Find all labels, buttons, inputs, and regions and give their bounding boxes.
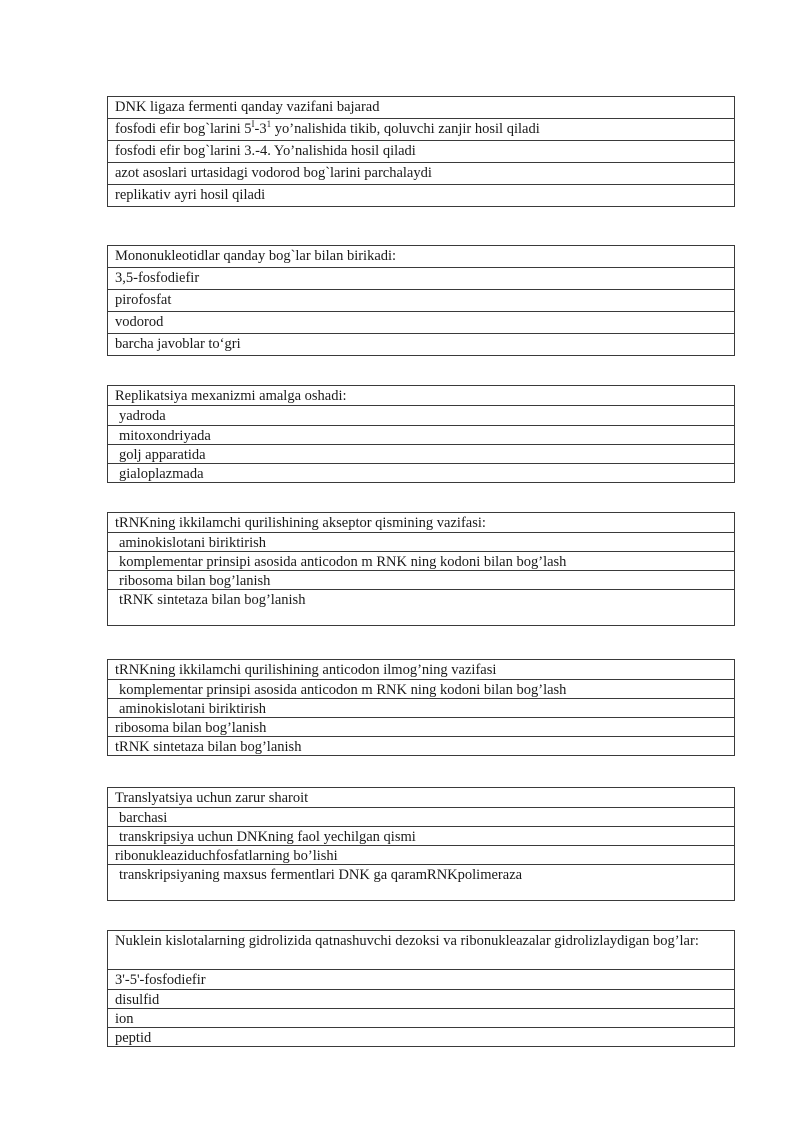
question-table-2 xyxy=(107,245,735,356)
option-text-part: -3 xyxy=(254,121,267,137)
answer-option[interactable]: ribonukleaziduchfosfatlarning bo’lishi xyxy=(108,845,734,864)
answer-option[interactable]: barchasi xyxy=(108,807,734,826)
question-text: tRNKning ikkilamchi qurilishining anticodon ilmog’ning vazifasi xyxy=(115,662,497,678)
answer-option[interactable]: vodorod xyxy=(108,311,734,333)
option-text-part: yo’nalishida tikib, qoluvchi zanjir hosil qiladi xyxy=(271,121,540,137)
superscript: I xyxy=(251,119,255,130)
question-text: Mononukleotidlar qanday bog`lar bilan birikadi: xyxy=(115,248,397,264)
answer-option[interactable]: pirofosfat xyxy=(108,289,734,311)
answer-option[interactable]: transkripsiya uchun DNKning faol yechilgan qismi xyxy=(108,826,734,845)
question-text: DNK ligaza fermenti qanday vazifani bajarad xyxy=(115,99,380,115)
answer-option[interactable] xyxy=(108,118,734,140)
answer-option[interactable]: ribosoma bilan bog’lanish xyxy=(108,717,734,736)
answer-option[interactable]: transkripsiyaning maxsus fermentlari DNK ga qaramRNKpolimeraza xyxy=(108,864,734,900)
question-table-4 xyxy=(107,512,735,626)
answer-option[interactable]: 3'-5'-fosfodiefir xyxy=(108,969,734,989)
answer-option[interactable]: azot asoslari urtasidagi vodorod bog`larini parchalaydi xyxy=(108,162,734,184)
answer-option[interactable]: mitoxondriyada xyxy=(108,425,734,444)
option-text-part: fosfodi efir bog`larini 5 xyxy=(115,121,252,137)
answer-option[interactable]: golj apparatida xyxy=(108,444,734,463)
answer-option[interactable]: tRNK sintetaza bilan bog’lanish xyxy=(108,589,734,625)
answer-option[interactable]: fosfodi efir bog`larini 3.-4. Yo’nalishida hosil qiladi xyxy=(108,140,734,162)
answer-option[interactable]: replikativ ayri hosil qiladi xyxy=(108,184,734,206)
answer-option[interactable]: aminokislotani biriktirish xyxy=(108,532,734,551)
answer-option[interactable]: disulfid xyxy=(108,989,734,1008)
question-text: Translyatsiya uchun zarur sharoit xyxy=(115,790,309,806)
answer-option[interactable]: ion xyxy=(108,1008,734,1027)
answer-option[interactable]: aminokislotani biriktirish xyxy=(108,698,734,717)
answer-option[interactable]: ribosoma bilan bog’lanish xyxy=(108,570,734,589)
answer-option[interactable]: komplementar prinsipi asosida anticodon m RNK ning kodoni bilan bog’lash xyxy=(108,551,734,570)
question-table-3 xyxy=(107,385,735,483)
question-table-1 xyxy=(107,96,735,207)
question-table-6 xyxy=(107,787,735,901)
answer-option[interactable]: 3,5-fosfodiefir xyxy=(108,267,734,289)
question-table-5 xyxy=(107,659,735,756)
answer-option[interactable]: tRNK sintetaza bilan bog’lanish xyxy=(108,736,734,755)
superscript: 1 xyxy=(266,119,272,130)
answer-option[interactable]: barcha javoblar to‘gri xyxy=(108,333,734,355)
answer-option[interactable]: peptid xyxy=(108,1027,734,1046)
answer-option[interactable]: komplementar prinsipi asosida anticodon m RNK ning kodoni bilan bog’lash xyxy=(108,679,734,698)
question-text: Replikatsiya mexanizmi amalga oshadi: xyxy=(115,388,347,404)
answer-option[interactable]: gialoplazmada xyxy=(108,463,734,482)
question-text: Nuklein kislotalarning gidrolizida qatnashuvchi dezoksi va ribonukleazalar gidrolizlaydigan bog’lar: xyxy=(115,933,699,949)
answer-option[interactable]: yadroda xyxy=(108,405,734,425)
question-table-7 xyxy=(107,930,735,1047)
question-text: tRNKning ikkilamchi qurilishining akseptor qismining vazifasi: xyxy=(115,515,486,531)
